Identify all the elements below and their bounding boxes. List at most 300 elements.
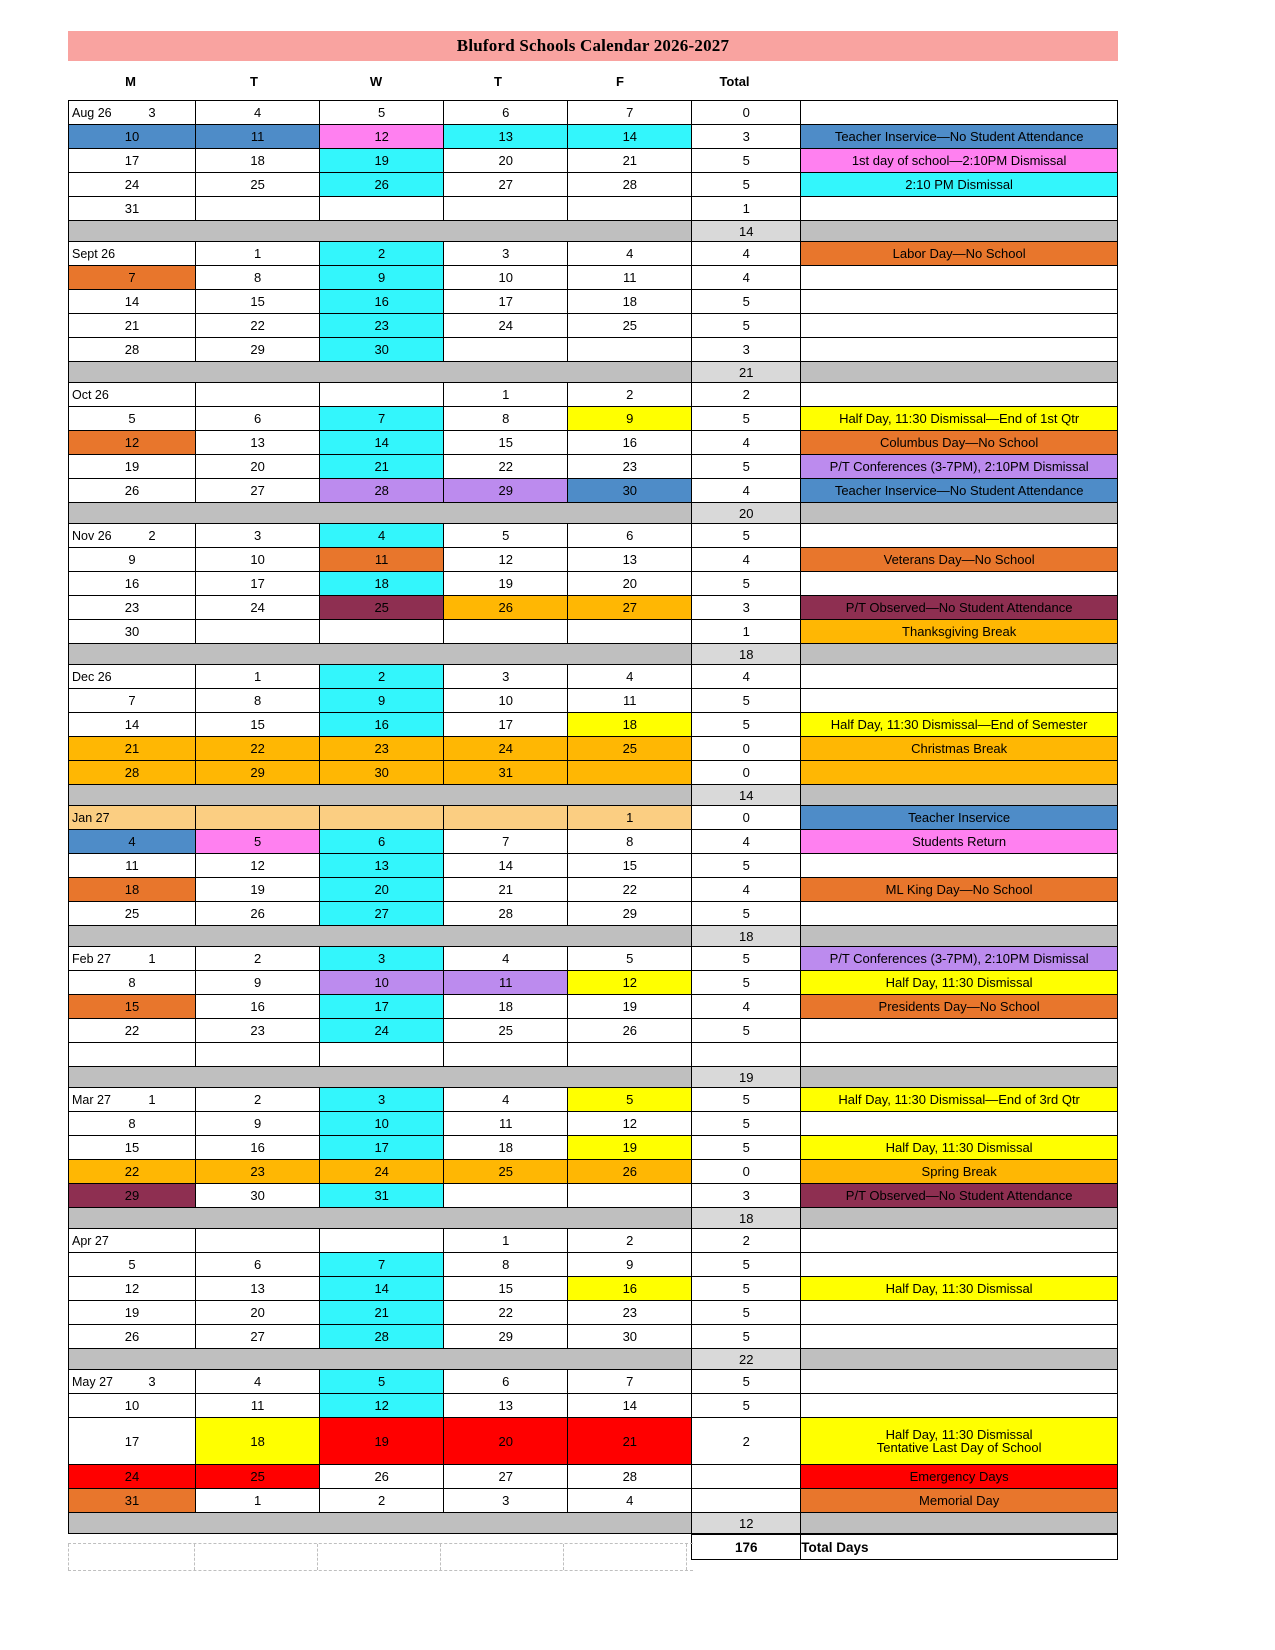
day-cell xyxy=(320,806,444,830)
week-total-cell: 4 xyxy=(692,479,801,503)
calendar-week-row xyxy=(69,548,1118,572)
week-total-cell: 0 xyxy=(692,806,801,830)
month-summary-row xyxy=(69,503,1118,524)
day-cell xyxy=(69,1277,196,1301)
day-cell xyxy=(69,1184,196,1208)
week-note-cell: Emergency Days xyxy=(801,1465,1118,1489)
day-cell xyxy=(196,902,320,926)
day-number: 5 xyxy=(378,105,386,120)
week-total-cell: 3 xyxy=(692,596,801,620)
day-number: 2 xyxy=(378,246,386,261)
month-label: Aug 26 xyxy=(72,105,112,120)
week-note-cell xyxy=(801,1370,1118,1394)
day-cell xyxy=(196,431,320,455)
day-cell xyxy=(196,1253,320,1277)
day-cell xyxy=(69,290,196,314)
day-number: 24 xyxy=(374,1023,389,1038)
day-cell xyxy=(69,1112,196,1136)
day-number: 22 xyxy=(124,1023,140,1038)
calendar-week-row xyxy=(69,338,1118,362)
month-summary-total: 14 xyxy=(692,785,801,806)
month-summary-spacer xyxy=(69,362,692,383)
day-number: 15 xyxy=(498,435,513,450)
month-label: Dec 26 xyxy=(72,669,112,684)
calendar-week-row xyxy=(69,902,1118,926)
day-number: 17 xyxy=(374,1140,389,1155)
day-cell xyxy=(444,665,568,689)
day-number: 13 xyxy=(622,552,638,567)
day-cell xyxy=(320,1184,444,1208)
day-cell xyxy=(69,1253,196,1277)
week-total-cell: 0 xyxy=(692,761,801,785)
day-cell xyxy=(196,737,320,761)
day-cell xyxy=(69,713,196,737)
day-cell xyxy=(69,149,196,173)
day-cell xyxy=(69,197,196,221)
day-number: 20 xyxy=(498,1433,513,1449)
weekday-header-tuesday: T xyxy=(250,73,258,89)
day-number: 29 xyxy=(498,483,513,498)
calendar-week-row xyxy=(69,1370,1118,1394)
month-summary-spacer xyxy=(69,644,692,665)
day-cell xyxy=(444,1277,568,1301)
day-cell xyxy=(196,1301,320,1325)
day-number: 26 xyxy=(250,906,265,921)
day-cell xyxy=(196,620,320,644)
month-label: Feb 27 xyxy=(72,951,111,966)
month-summary-note-spacer xyxy=(801,503,1118,524)
week-note-cell: Presidents Day—No School xyxy=(801,995,1118,1019)
day-cell xyxy=(320,689,444,713)
week-note-cell: Teacher Inservice—No Student Attendance xyxy=(801,479,1118,503)
day-number: 9 xyxy=(626,1257,634,1272)
day-number: 23 xyxy=(622,1305,638,1320)
day-cell xyxy=(196,971,320,995)
day-cell xyxy=(69,761,196,785)
day-cell xyxy=(444,713,568,737)
week-note-cell xyxy=(801,1418,1118,1465)
month-summary-total: 19 xyxy=(692,1067,801,1088)
week-total-cell: 5 xyxy=(692,149,801,173)
day-cell xyxy=(568,572,692,596)
day-cell xyxy=(444,125,568,149)
day-cell xyxy=(568,902,692,926)
day-cell xyxy=(444,1465,568,1489)
month-summary-row xyxy=(69,785,1118,806)
weekday-header-friday: F xyxy=(616,73,624,89)
week-total-cell: 5 xyxy=(692,314,801,338)
day-number: 11 xyxy=(498,975,513,990)
day-number: 8 xyxy=(128,975,136,990)
week-note-cell xyxy=(801,1253,1118,1277)
day-cell xyxy=(196,383,320,407)
day-number: 1 xyxy=(253,669,262,684)
day-cell xyxy=(568,1418,692,1465)
day-cell xyxy=(69,479,196,503)
day-number: 14 xyxy=(374,1281,389,1296)
day-number: 6 xyxy=(253,411,262,426)
week-total-cell: 0 xyxy=(692,1160,801,1184)
day-cell xyxy=(69,737,196,761)
day-cell xyxy=(320,1465,444,1489)
month-summary-total: 18 xyxy=(692,926,801,947)
day-number: 28 xyxy=(124,342,140,357)
day-number: 28 xyxy=(622,1469,638,1484)
day-number: 29 xyxy=(498,1329,513,1344)
day-cell xyxy=(444,173,568,197)
day-number: 24 xyxy=(498,318,513,333)
day-number: 31 xyxy=(124,201,140,216)
day-number: 2 xyxy=(253,951,262,966)
day-cell xyxy=(69,1489,196,1513)
day-number: 12 xyxy=(374,1398,389,1413)
day-number: 7 xyxy=(128,693,136,708)
day-number: 30 xyxy=(124,624,140,639)
day-number: 11 xyxy=(374,552,389,567)
day-number: 26 xyxy=(622,1164,638,1179)
day-cell xyxy=(320,266,444,290)
week-note-cell xyxy=(801,1394,1118,1418)
day-cell xyxy=(444,242,568,266)
day-cell xyxy=(320,314,444,338)
day-number: 20 xyxy=(250,459,265,474)
day-cell xyxy=(320,1301,444,1325)
day-cell xyxy=(196,1394,320,1418)
day-number: 24 xyxy=(250,600,265,615)
week-total-cell: 5 xyxy=(692,1253,801,1277)
day-cell xyxy=(69,524,196,548)
week-note-cell: 1st day of school—2:10PM Dismissal xyxy=(801,149,1118,173)
day-cell xyxy=(568,197,692,221)
week-note-cell xyxy=(801,1112,1118,1136)
day-cell xyxy=(444,854,568,878)
month-summary-total: 14 xyxy=(692,221,801,242)
day-number: 10 xyxy=(498,270,513,285)
month-summary-spacer xyxy=(69,221,692,242)
day-number: 18 xyxy=(250,1433,265,1449)
month-label: Oct 26 xyxy=(72,387,109,402)
calendar-week-row xyxy=(69,1465,1118,1489)
day-cell xyxy=(444,806,568,830)
day-cell xyxy=(69,383,196,407)
day-number: 9 xyxy=(253,975,262,990)
day-cell xyxy=(320,338,444,362)
day-cell xyxy=(320,548,444,572)
day-number: 2 xyxy=(626,1233,634,1248)
month-summary-spacer xyxy=(69,503,692,524)
day-cell xyxy=(196,1160,320,1184)
day-cell xyxy=(568,1160,692,1184)
day-cell xyxy=(568,1394,692,1418)
day-number: 2 xyxy=(378,669,386,684)
week-total-cell: 4 xyxy=(692,995,801,1019)
day-number: 4 xyxy=(626,246,634,261)
week-total-cell: 5 xyxy=(692,524,801,548)
day-number: 27 xyxy=(622,600,638,615)
month-label: May 27 xyxy=(72,1374,113,1389)
day-number: 29 xyxy=(250,765,265,780)
week-total-cell: 5 xyxy=(692,947,801,971)
day-number: 1 xyxy=(502,387,510,402)
day-cell xyxy=(444,455,568,479)
day-number: 18 xyxy=(498,999,513,1014)
day-cell xyxy=(320,995,444,1019)
day-cell xyxy=(69,431,196,455)
day-number: 23 xyxy=(622,459,638,474)
day-cell xyxy=(69,854,196,878)
day-number: 25 xyxy=(622,318,638,333)
day-cell xyxy=(444,1112,568,1136)
day-number: 15 xyxy=(250,717,265,732)
day-number: 13 xyxy=(498,1398,513,1413)
day-number: 14 xyxy=(124,717,140,732)
day-number: 3 xyxy=(378,1092,386,1107)
month-summary-total: 22 xyxy=(692,1349,801,1370)
page-title: Bluford Schools Calendar 2026-2027 xyxy=(68,31,1118,61)
weekday-header-wednesday: W xyxy=(369,73,383,89)
day-cell xyxy=(320,1112,444,1136)
day-number: 12 xyxy=(124,1281,140,1296)
day-cell xyxy=(568,713,692,737)
week-total-cell: 5 xyxy=(692,689,801,713)
day-cell xyxy=(196,854,320,878)
day-number: 5 xyxy=(128,411,136,426)
day-number: 4 xyxy=(502,1092,510,1107)
week-note-cell xyxy=(801,854,1118,878)
week-total-cell: 4 xyxy=(692,266,801,290)
day-number: 16 xyxy=(374,294,389,309)
day-number: 16 xyxy=(250,1140,265,1155)
day-cell xyxy=(69,596,196,620)
week-total-cell: 0 xyxy=(692,737,801,761)
day-number: 27 xyxy=(498,177,513,192)
day-number: 16 xyxy=(124,576,140,591)
day-cell xyxy=(320,1325,444,1349)
week-note-cell xyxy=(801,761,1118,785)
month-summary-row xyxy=(69,1067,1118,1088)
day-number: 7 xyxy=(626,1374,634,1389)
week-total-cell: 5 xyxy=(692,1325,801,1349)
day-number: 28 xyxy=(374,483,389,498)
week-note-cell: Christmas Break xyxy=(801,737,1118,761)
day-number: 23 xyxy=(124,600,140,615)
day-number: 15 xyxy=(250,294,265,309)
day-cell xyxy=(196,1088,320,1112)
day-number: 21 xyxy=(124,318,140,333)
day-number: 28 xyxy=(622,177,638,192)
week-total-cell: 5 xyxy=(692,971,801,995)
day-number: 18 xyxy=(498,1140,513,1155)
month-label: Sept 26 xyxy=(72,246,116,261)
calendar-week-row xyxy=(69,1088,1118,1112)
day-cell xyxy=(69,665,196,689)
day-cell xyxy=(444,314,568,338)
day-cell xyxy=(196,407,320,431)
calendar-week-row xyxy=(69,995,1118,1019)
week-total-cell: 0 xyxy=(692,101,801,125)
week-total-cell: 5 xyxy=(692,1136,801,1160)
week-note-cell xyxy=(801,572,1118,596)
day-cell xyxy=(69,455,196,479)
day-cell xyxy=(196,266,320,290)
day-number: 14 xyxy=(622,129,638,144)
day-number: 11 xyxy=(498,1116,513,1131)
day-cell xyxy=(444,524,568,548)
day-cell xyxy=(444,1301,568,1325)
day-number: 13 xyxy=(498,129,513,144)
day-number: 25 xyxy=(374,600,389,615)
week-note-cell: P/T Observed—No Student Attendance xyxy=(801,1184,1118,1208)
day-cell xyxy=(320,854,444,878)
month-summary-row xyxy=(69,1208,1118,1229)
day-cell xyxy=(196,149,320,173)
day-cell xyxy=(568,242,692,266)
day-number: 24 xyxy=(374,1164,389,1179)
day-cell xyxy=(568,806,692,830)
day-cell xyxy=(196,242,320,266)
day-number: 3 xyxy=(502,1493,510,1508)
day-number: 1 xyxy=(253,1493,262,1508)
day-number: 1 xyxy=(253,246,262,261)
day-cell xyxy=(444,1370,568,1394)
day-number: 28 xyxy=(374,1329,389,1344)
day-cell xyxy=(196,947,320,971)
calendar-week-row xyxy=(69,713,1118,737)
calendar-page xyxy=(68,0,1118,1560)
day-cell xyxy=(320,1370,444,1394)
day-cell xyxy=(196,1019,320,1043)
calendar-week-row xyxy=(69,947,1118,971)
day-number: 26 xyxy=(124,483,140,498)
day-cell xyxy=(568,149,692,173)
day-number: 10 xyxy=(374,975,389,990)
day-cell xyxy=(69,242,196,266)
day-number: 12 xyxy=(622,1116,638,1131)
day-cell xyxy=(568,479,692,503)
day-number: 5 xyxy=(378,1374,386,1389)
day-number: 26 xyxy=(498,600,513,615)
week-total-cell: 5 xyxy=(692,1370,801,1394)
day-cell xyxy=(444,479,568,503)
day-cell xyxy=(69,572,196,596)
day-number: 17 xyxy=(124,1433,140,1449)
day-number: 22 xyxy=(124,1164,140,1179)
day-cell xyxy=(69,689,196,713)
day-number: 14 xyxy=(374,435,389,450)
day-cell xyxy=(69,830,196,854)
day-cell xyxy=(444,689,568,713)
week-total-cell: 5 xyxy=(692,854,801,878)
day-number: 19 xyxy=(622,999,638,1014)
day-number: 19 xyxy=(374,1433,389,1449)
day-number: 19 xyxy=(374,153,389,168)
day-number: 20 xyxy=(622,576,638,591)
day-cell xyxy=(444,1489,568,1513)
week-note-cell xyxy=(801,1301,1118,1325)
calendar-week-row xyxy=(69,878,1118,902)
day-cell xyxy=(568,1253,692,1277)
day-cell xyxy=(320,383,444,407)
day-number: 20 xyxy=(498,153,513,168)
day-cell xyxy=(320,1489,444,1513)
day-cell xyxy=(568,1019,692,1043)
month-summary-note-spacer xyxy=(801,221,1118,242)
week-note-cell xyxy=(801,1019,1118,1043)
day-cell xyxy=(196,806,320,830)
day-cell xyxy=(196,572,320,596)
day-cell xyxy=(568,1325,692,1349)
day-cell xyxy=(320,1229,444,1253)
day-number: 22 xyxy=(250,741,265,756)
month-summary-row xyxy=(69,644,1118,665)
calendar-week-row xyxy=(69,854,1118,878)
day-cell xyxy=(568,1370,692,1394)
day-number: 16 xyxy=(622,1281,638,1296)
day-number: 12 xyxy=(124,435,140,450)
week-note-cell xyxy=(801,290,1118,314)
weekday-header-row xyxy=(68,66,1118,96)
day-number: 17 xyxy=(498,294,513,309)
week-total-cell: 5 xyxy=(692,713,801,737)
week-note-cell: ML King Day—No School xyxy=(801,878,1118,902)
day-number: 25 xyxy=(622,741,638,756)
day-cell xyxy=(568,101,692,125)
day-number: 2 xyxy=(253,1092,262,1107)
day-cell xyxy=(196,1229,320,1253)
day-cell xyxy=(196,455,320,479)
week-total-cell: 4 xyxy=(692,878,801,902)
calendar-week-row xyxy=(69,830,1118,854)
day-cell xyxy=(444,620,568,644)
day-number: 1 xyxy=(148,951,156,966)
month-label: Jan 27 xyxy=(72,810,110,825)
week-total-cell xyxy=(692,1043,801,1067)
day-cell xyxy=(196,1489,320,1513)
day-number: 25 xyxy=(498,1164,513,1179)
day-number: 21 xyxy=(374,459,389,474)
day-number: 30 xyxy=(374,342,389,357)
day-cell xyxy=(320,101,444,125)
day-cell xyxy=(568,995,692,1019)
month-summary-spacer xyxy=(69,1349,692,1370)
day-number: 15 xyxy=(498,1281,513,1296)
day-cell xyxy=(568,737,692,761)
total-days-label: Total Days xyxy=(801,1535,1118,1560)
day-cell xyxy=(69,173,196,197)
day-cell xyxy=(444,995,568,1019)
month-summary-note-spacer xyxy=(801,1349,1118,1370)
calendar-week-row xyxy=(69,596,1118,620)
calendar-week-row xyxy=(69,1229,1118,1253)
day-cell xyxy=(196,1043,320,1067)
day-number: 7 xyxy=(378,411,386,426)
day-cell xyxy=(320,1019,444,1043)
day-cell xyxy=(196,665,320,689)
day-cell xyxy=(196,878,320,902)
day-number: 27 xyxy=(250,483,265,498)
day-number: 24 xyxy=(124,1469,140,1484)
calendar-week-row xyxy=(69,383,1118,407)
week-note-cell xyxy=(801,1229,1118,1253)
day-number: 23 xyxy=(374,741,389,756)
calendar-week-row xyxy=(69,290,1118,314)
day-number: 4 xyxy=(626,1493,634,1508)
weekday-header-thursday: T xyxy=(494,73,502,89)
week-total-cell: 5 xyxy=(692,290,801,314)
week-note-cell: P/T Conferences (3-7PM), 2:10PM Dismissal xyxy=(801,455,1118,479)
day-cell xyxy=(320,1418,444,1465)
day-number: 12 xyxy=(250,858,265,873)
